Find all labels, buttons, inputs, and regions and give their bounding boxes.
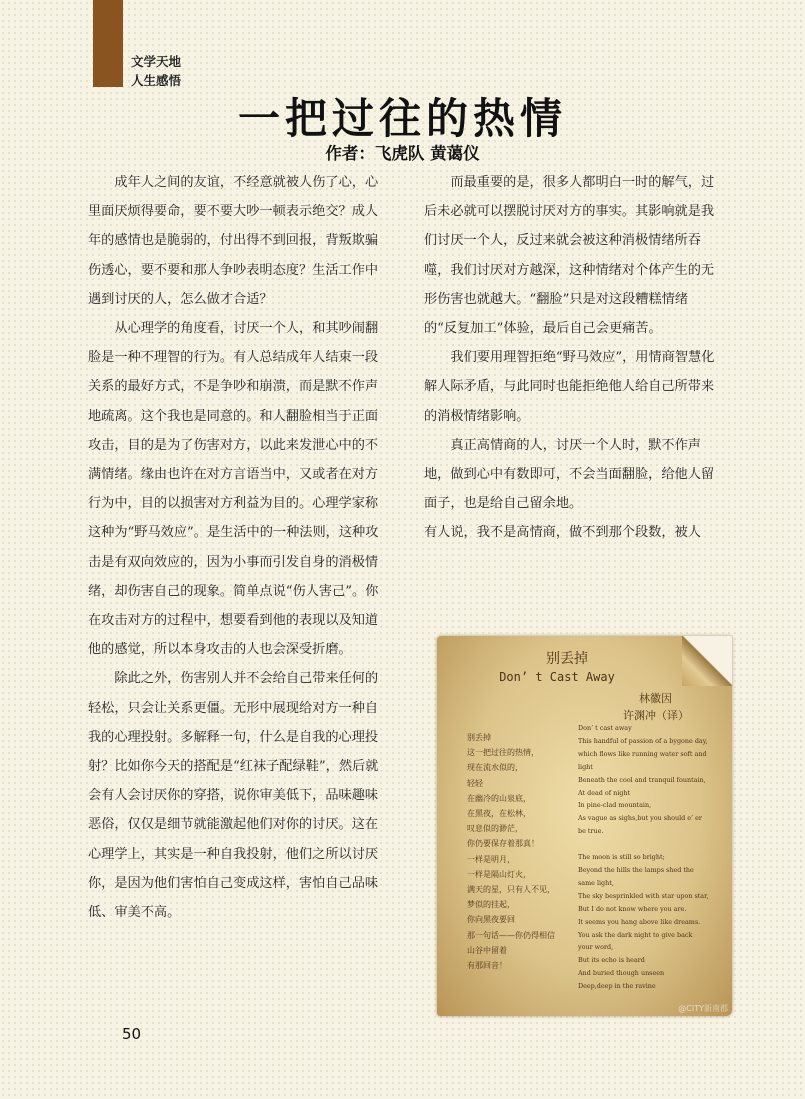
poem-line: 有那回音！ xyxy=(467,961,507,971)
paragraph: 成年人之间的友谊，不经意就被人伤了心，心里面厌烦得要命，要不要大吵一顿表示绝交？成人年的感情也是脆弱的，付出得不到回报，背叛欺骗伤透心，要不要和那人争吵表明态度？生活工作中遇到讨厌的人，怎么做才合适？ xyxy=(88,175,379,307)
poem-line: 梦似的挂起， xyxy=(467,900,515,910)
poem-line: same light, xyxy=(578,878,614,887)
poem-line: Beyond the hills the lamps shed the xyxy=(578,865,694,874)
poem-subtitle: Don’ t Cast Away xyxy=(499,670,615,684)
paragraph: 而最重要的是，很多人都明白一时的解气，过后未必就可以摆脱讨厌对方的事实。其影响就是我们讨厌一个人，反过来就会被这种消极情绪所吞噬，我们讨厌对方越深，这种情绪对个体产生的无形伤害也就越大。“翻脸”只是对这段糟糕情绪的“反复加工”体验，最后自己会更痛苦。 xyxy=(424,175,715,337)
poem-title: 别丢掉 xyxy=(546,651,588,667)
poem-image xyxy=(437,636,732,1016)
poem-line: your word, xyxy=(578,943,614,952)
poem-line: 你向黑夜要回 xyxy=(467,915,515,925)
poem-english-text xyxy=(578,722,730,993)
poem-line: But I do not know where you are. xyxy=(578,904,687,913)
paragraph: 我们要用理智拒绝“野马效应”，用情商智慧化解人际矛盾，与此同时也能拒绝他人给自己所带来的消极情绪影响。 xyxy=(424,350,715,424)
poem-chinese-text xyxy=(467,730,555,973)
poem-line: 那一句话——你仍得相信 xyxy=(467,930,555,940)
poem-line: The moon is still so bright; xyxy=(578,853,665,862)
poem-line: It seems you hang above like dreams. xyxy=(578,917,701,926)
page-number: 50 xyxy=(122,1025,142,1043)
poem-line: But its echo is heard xyxy=(578,956,645,965)
watermark: @CITY新南郡 xyxy=(678,1004,728,1013)
poem-line: Deep,deep in the ravine xyxy=(578,982,656,991)
poem-line: This handful of passion of a bygone day, xyxy=(578,736,708,745)
poem-line: 一样是明月， xyxy=(467,854,515,864)
paragraph: 从心理学的角度看，讨厌一个人，和其吵闹翻脸是一种不理智的行为。有人总结成年人结束一段关系的最好方式，不是争吵和崩溃，而是默不作声地疏离。这个我也是同意的。和人翻脸相当于正面攻击，目的是为了伤害对方，以此来发泄心中的不满情绪。缘由也许在对方言语当中，又或者在对方行为中，目的以损害对方利益为目的。心理学家称这种为“野马效应”。是生活中的一种法则，这种攻击是有双向效应的，因为小事而引发自身的消极情绪，却伤害自己的现象。简单点说“伤人害己”。你在攻击对方的过程中，想要看到他的表现以及知道他的感觉，所以本身攻击的人也会深受折磨。 xyxy=(88,321,379,658)
poem-line: 在黑夜，在松林， xyxy=(467,809,531,819)
poem-line: The sky besprinkled with star upon star, xyxy=(578,891,709,900)
poem-line: light xyxy=(578,762,593,771)
author-line: 作者：飞虎队 黄蔼仪 xyxy=(325,144,480,163)
poem-line: 你仍要保存着那真！ xyxy=(467,839,539,849)
poem-line: which flows like running water soft and xyxy=(578,749,707,758)
poem-line: 别丢掉 xyxy=(467,733,491,742)
article-title: 一把过往的热情 xyxy=(237,94,567,143)
poem-line: In pine-clad mountain, xyxy=(578,801,652,810)
poem-line: 这一把过往的热情， xyxy=(467,748,539,758)
poem-line: 现在流水似的， xyxy=(467,763,523,773)
paragraph: 除此之外，伤害别人并不会给自己带来任何的轻松，只会让关系更僵。无形中展现给对方一种自我的心理投射。多解释一句，什么是自我的心理投射？比如你今天的搭配是“红袜子配绿鞋”，然后就会有人会讨厌你的穿搭，说你审美低下，品味趣味恶俗，仅仅是细节就能激起他们对你的讨厌。这在心理学上，其实是一种自我投射，他们之所以讨厌你，是因为他们害怕自己变成这样，害怕自己品味低、审美不高。 xyxy=(88,671,379,921)
section-tag-literature: 文学天地 xyxy=(131,54,182,69)
poem-line: You ask the dark night to give back xyxy=(578,930,693,939)
poem-line: 叹息似的渺茫， xyxy=(467,824,523,834)
poem-line: 山谷中留着 xyxy=(467,945,507,955)
poem-line: At dead of night xyxy=(578,788,631,797)
poem-line: 轻轻 xyxy=(467,778,483,788)
article-column-left xyxy=(88,168,384,927)
poem-line: Beneath the cool and tranquil fountain, xyxy=(578,775,706,784)
article-column-right xyxy=(424,168,720,548)
section-color-tab xyxy=(93,0,123,87)
poem-translator: 许渊冲（译） xyxy=(623,709,689,722)
poem-line: 一样是隔山灯火， xyxy=(467,869,531,879)
poem-author: 林徽因 xyxy=(639,692,672,705)
poem-line: 在幽冷的山泉底， xyxy=(467,793,531,803)
section-tag-life: 人生感悟 xyxy=(131,73,182,88)
paragraph: 有人说，我不是高情商，做不到那个段数，被人 xyxy=(424,525,701,541)
poem-line: 满天的星，只有人不见， xyxy=(467,885,555,895)
poem-line: As vague as sighs,but you should e’ er xyxy=(578,814,702,823)
poem-line: Don’ t cast away xyxy=(578,724,632,732)
poem-line: And buried though unseen xyxy=(578,969,665,978)
paragraph: 真正高情商的人，讨厌一个人时，默不作声地，做到心中有数即可，不会当面翻脸，给他人留面子，也是给自己留余地。 xyxy=(424,437,715,512)
poem-line xyxy=(578,838,730,851)
poem-line: be true. xyxy=(578,827,604,836)
